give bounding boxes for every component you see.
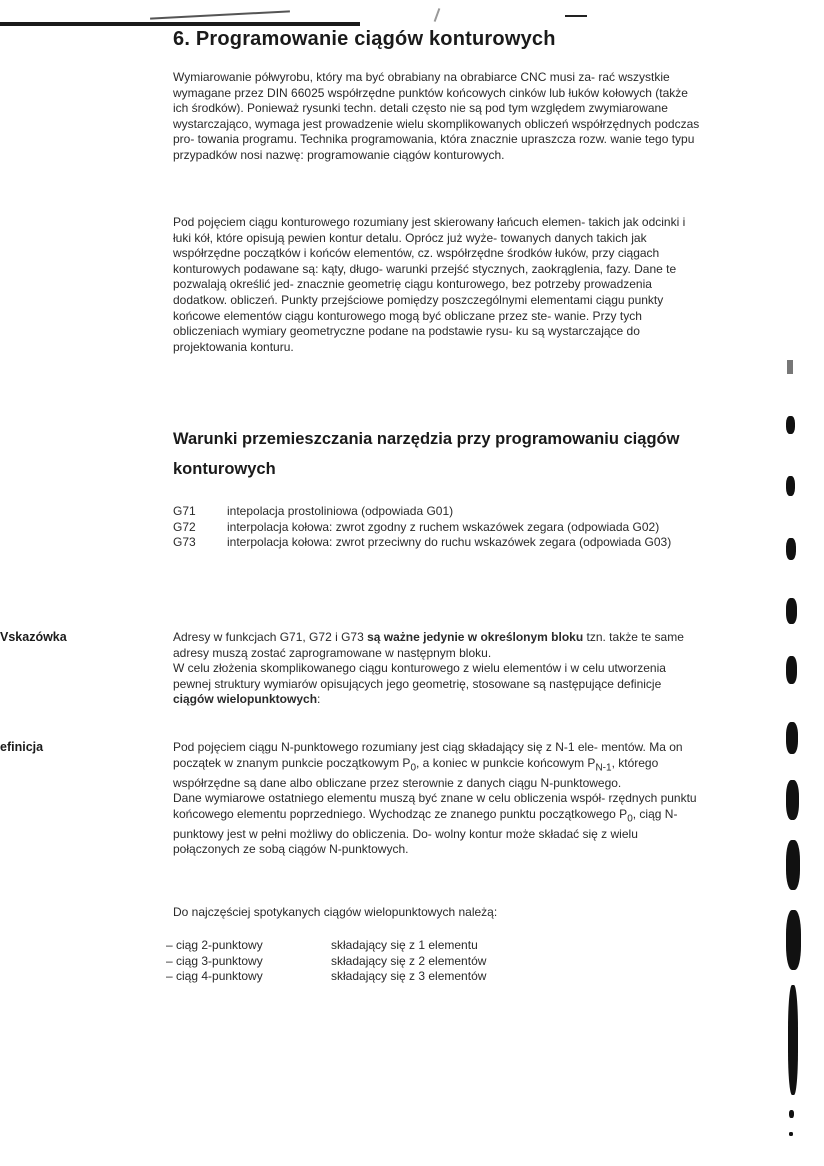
note-emphasis: ciągów wielopunktowych [173,692,318,707]
section-title: 6. Programowanie ciągów konturowych [173,28,556,50]
paragraph-contour-definition: Pod pojęciem ciągu konturowego rozumiany jest skierowany łańcuch elemen- takich jak odcinki i łuki kół, które opisują pewien kontur detalu. Oprócz już wyże- towanych danych takich jak współrzędne początków i końców elementów, cz. współrzędne środków łuków, przy ciągach konturowych podawane są: kąty, długo- warunki przejść stycznych, zaokrąglenia, fazy. Dane te pozwalają określić jed- znacznie geometrię ciągu konturowego, bez potrzeby prowadzenia dodatkow. obliczeń. Punkty przejściowe pomiędzy poszczególnymi elementami ciągu punkty końcowe elementów ciągu konturowego mogą być obliczane przez ste- wanie. Przy tych obliczeniach wymiary geometryczne podane na podstawie rysu- ku są wystarczające do projektowania konturu. [173,215,686,354]
gcode-description: interpolacja kołowa: zwrot przeciwny do ruchu wskazówek zegara (odpowiada G03) [227,535,672,550]
paragraph-definition [173,740,703,858]
chain-name: – ciąg 2-punktowy [166,938,263,952]
paragraph-intro: Wymiarowanie półwyrobu, który ma być obrabiany na obrabiarce CNC musi za- rać wszystkie wymagane przez DIN 66025 współrzędne punktów końcowych cinków lub łuków kołowych (także ich środków). Ponieważ rysunki techn. detali często nie są pod tym względem zwymiarowane wystarczająco, wymaga jest prowadzenie wielu skomplikowanych obliczeń współrzędnych podczas pro- towania programu. Technika programowania, która znacznie upraszcza rozw. wanie tego typu przypadków nosi nazwę: programowanie ciągów konturowych. [173,70,700,162]
subsection-heading: Warunki przemieszczania narzędzia przy programowaniu ciągów konturowych [173,430,680,478]
chain-name: – ciąg 4-punktowy [166,969,263,984]
subscript: N-1 [595,761,612,773]
subscript: 0 [627,813,633,825]
note-text: tzn. także te same adresy muszą zostać zaprogramowane w następnym bloku. [173,630,684,660]
binding-hole [786,416,795,434]
gcode-code: G73 [173,535,196,550]
definition-text: Dane wymiarowe ostatniego elementu muszą być znane w celu obliczenia współ- rzędnych punktu końcowego elementu poprzedniego. Wychodząc ze znanego punktu początkowego P [173,791,697,821]
binding-hole [786,840,800,890]
chain-description: składający się z 3 elementów [331,969,487,984]
chain-name: – ciąg 3-punktowy [166,953,263,968]
binding-hole [786,722,798,754]
gcode-description: interpolacja kołowa: zwrot zgodny z ruchem wskazówek zegara (odpowiada G02) [227,519,660,534]
subscript: 0 [410,761,417,773]
margin-label-definition: efinicja [0,740,44,754]
binding-edge [788,985,798,1095]
note-text: : [317,692,321,707]
chain-list [166,938,486,985]
binding-hole [786,780,799,820]
gcode-description: intepolacja prostoliniowa (odpowiada G01) [227,504,454,518]
gcode-item [173,520,713,536]
binding-hole [786,598,797,624]
chain-description: składający się z 1 elementu [331,938,478,952]
gcode-list [173,504,713,551]
gcode-item [173,535,713,551]
gcode-item [173,504,713,520]
note-text: Adresy w funkcjach G71, G72 i G73 [173,630,368,644]
note-emphasis: są ważne jedynie w określonym bloku [367,630,584,644]
binding-hole [789,1132,793,1136]
margin-label-note: Vskazówka [0,630,67,644]
definition-text: , a koniec w punkcie końcowym P [416,755,596,770]
list-item [166,954,486,970]
note-text: W celu złożenia skomplikowanego ciągu konturowego z wielu elementów i w celu utworzenia pewnej struktury wymiarów opisujących jego geometrię, stosowane są następujące definicje [173,661,666,691]
scan-artifact [434,8,441,22]
binding-hole [786,656,797,684]
gcode-code: G72 [173,519,196,534]
definition-text: , którego współrzędne są dane albo obliczane przez sterownie z danych ciągu N-punktowego. [173,755,659,790]
binding-hole [786,476,795,496]
list-intro: Do najczęściej spotykanych ciągów wielopunktowych należą: [173,905,498,919]
list-item [166,938,486,954]
binding-hole [789,1110,794,1118]
paragraph-note [173,630,703,708]
scan-top-rule [0,22,360,26]
scan-artifact [565,15,587,17]
definition-text: , ciąg N-punktowy jest w pełni możliwy do obliczenia. Do- wolny kontur może składać się z wielu połączonych ze sobą ciągów N-punktowych. [173,806,678,857]
gcode-code: G71 [173,504,196,518]
binding-hole [786,538,796,560]
chain-description: składający się z 2 elementów [331,953,487,968]
scan-artifact [150,10,290,19]
scan-artifact [787,360,793,374]
binding-hole [786,910,801,970]
list-item [166,969,486,985]
definition-text: Pod pojęciem ciągu N-punktowego rozumiany jest ciąg składający się z N-1 ele- mentów. Ma on początek w znanym punkcie początkowym P [173,740,683,770]
